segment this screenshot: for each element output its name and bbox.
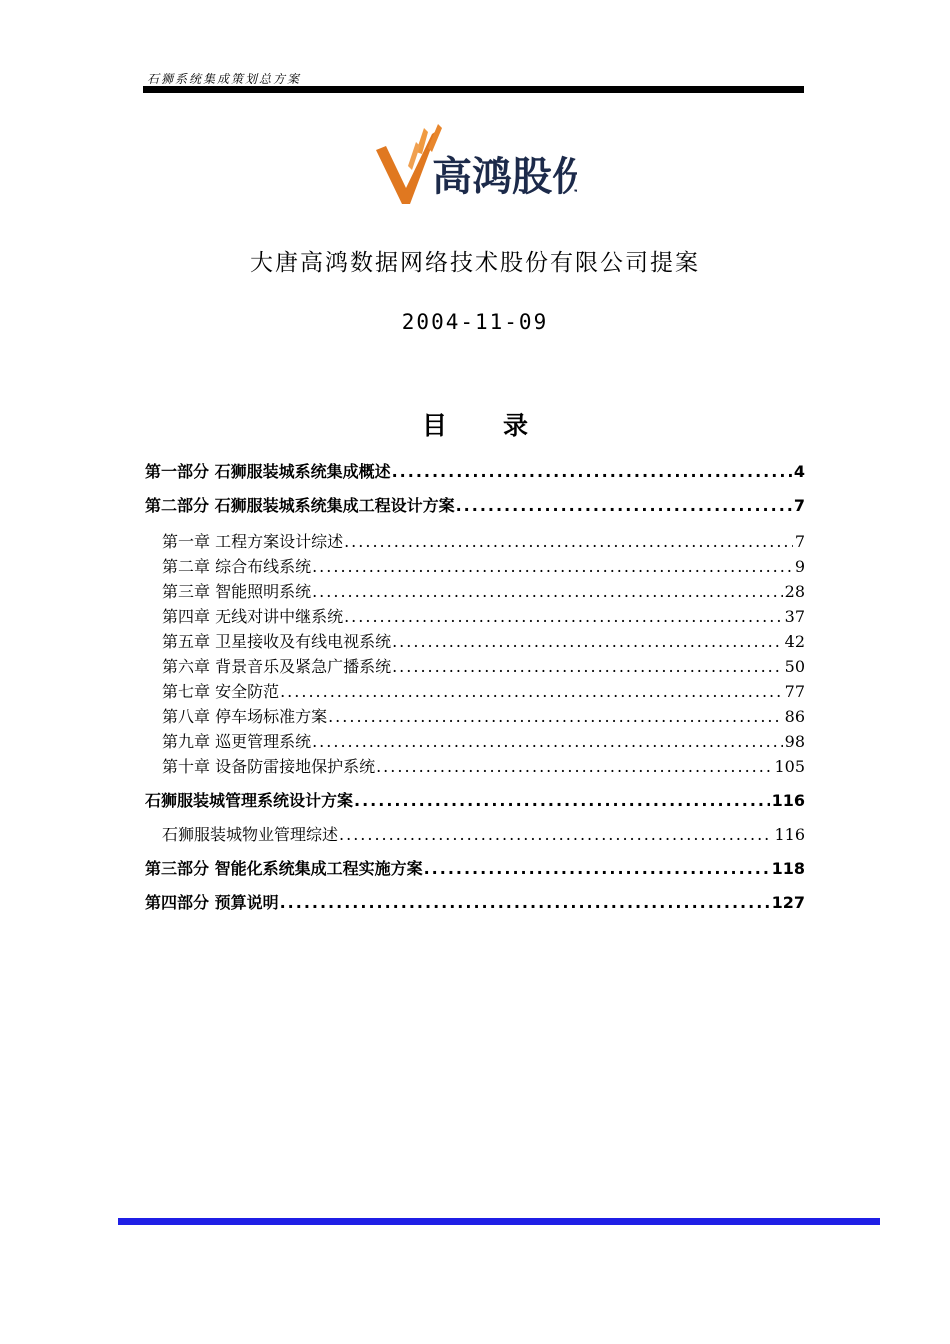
running-header: 石狮系统集成策划总方案: [147, 72, 302, 86]
toc-entry-label: 第十章 设备防雷接地保护系统: [162, 757, 376, 776]
toc-entry-label: 第三部分 智能化系统集成工程实施方案: [145, 859, 423, 878]
toc-leader-dots: [327, 707, 783, 726]
toc-entry-page: 98: [784, 732, 805, 751]
footer-rule: [118, 1218, 880, 1225]
toc-entry-label: 第二部分 石狮服装城系统集成工程设计方案: [145, 496, 455, 515]
toc-leader-dots: [375, 757, 772, 776]
toc-entry-label: 第四部分 预算说明: [145, 893, 279, 912]
toc-entry[interactable]: [145, 459, 805, 482]
toc-leader-dots: [343, 607, 783, 626]
toc-leader-dots: [279, 682, 783, 701]
toc-entry-page: 127: [771, 893, 805, 912]
toc-entry[interactable]: [162, 554, 805, 577]
logo-mark-icon: [372, 122, 577, 212]
toc-entry-page: 4: [793, 462, 805, 481]
toc-entry-label: 第七章 安全防范: [162, 682, 280, 701]
toc-entry[interactable]: [162, 822, 805, 845]
company-logo: [372, 122, 577, 212]
toc-entry-page: 50: [784, 657, 805, 676]
toc-heading: [0, 406, 950, 442]
toc-entry-label: 第四章 无线对讲中继系统: [162, 607, 344, 626]
toc-entry-label: 第三章 智能照明系统: [162, 582, 312, 601]
toc-leader-dots: [353, 791, 770, 810]
toc-entry[interactable]: [162, 704, 805, 727]
toc-leader-dots: [455, 496, 792, 515]
toc-leader-dots: [279, 893, 770, 912]
toc-entry[interactable]: [145, 890, 805, 913]
toc-entry[interactable]: [162, 629, 805, 652]
toc-entry-page: 86: [784, 707, 805, 726]
toc-leader-dots: [391, 657, 783, 676]
toc-heading-left: 目: [421, 411, 447, 440]
toc-entry-page: 77: [784, 682, 805, 701]
toc-entry[interactable]: [162, 579, 805, 602]
toc-entry-label: 石狮服装城物业管理综述: [162, 825, 339, 844]
logo-text: 高鸿股份: [432, 154, 577, 200]
toc-entry[interactable]: [145, 856, 805, 879]
toc-entry[interactable]: [145, 788, 805, 811]
toc-entry-page: 37: [784, 607, 805, 626]
toc-heading-right: 录: [503, 411, 529, 440]
toc-leader-dots: [338, 825, 772, 844]
toc-entry-label: 第八章 停车场标准方案: [162, 707, 328, 726]
toc-entry-page: 7: [793, 496, 805, 515]
proposal-date: 2004-11-09: [401, 310, 549, 334]
toc-entry[interactable]: [162, 604, 805, 627]
toc-leader-dots: [343, 532, 793, 551]
toc-leader-dots: [311, 557, 793, 576]
toc-entry-label: 第九章 巡更管理系统: [162, 732, 312, 751]
toc-entry-page: 28: [784, 582, 805, 601]
toc-entry[interactable]: [162, 679, 805, 702]
toc-entry[interactable]: [162, 529, 805, 552]
toc-entry-label: 第一章 工程方案设计综述: [162, 532, 344, 551]
toc-entry-label: 石狮服装城管理系统设计方案: [145, 791, 354, 810]
toc-entry[interactable]: [162, 729, 805, 752]
company-proposal-title: 大唐高鸿数据网络技术股份有限公司提案: [250, 250, 700, 276]
toc-entry-label: 第六章 背景音乐及紧急广播系统: [162, 657, 392, 676]
toc-entry-label: 第一部分 石狮服装城系统集成概述: [145, 462, 391, 481]
toc-entry-page: 105: [774, 757, 805, 776]
toc-entry-page: 42: [784, 632, 805, 651]
toc-leader-dots: [391, 462, 792, 481]
toc-entry-page: 116: [771, 791, 805, 810]
toc-entry-page: 7: [794, 532, 805, 551]
toc-entry[interactable]: [162, 654, 805, 677]
toc-entry-page: 116: [774, 825, 805, 844]
toc-leader-dots: [311, 732, 783, 751]
toc-entry[interactable]: [162, 754, 805, 777]
toc-leader-dots: [391, 632, 783, 651]
toc-leader-dots: [311, 582, 783, 601]
toc-entry-label: 第五章 卫星接收及有线电视系统: [162, 632, 392, 651]
header-rule: [143, 86, 804, 93]
toc-entry-label: 第二章 综合布线系统: [162, 557, 312, 576]
toc-leader-dots: [423, 859, 770, 878]
toc-entry-page: 9: [794, 557, 805, 576]
toc-entry-page: 118: [771, 859, 805, 878]
toc-entry[interactable]: [145, 493, 805, 516]
